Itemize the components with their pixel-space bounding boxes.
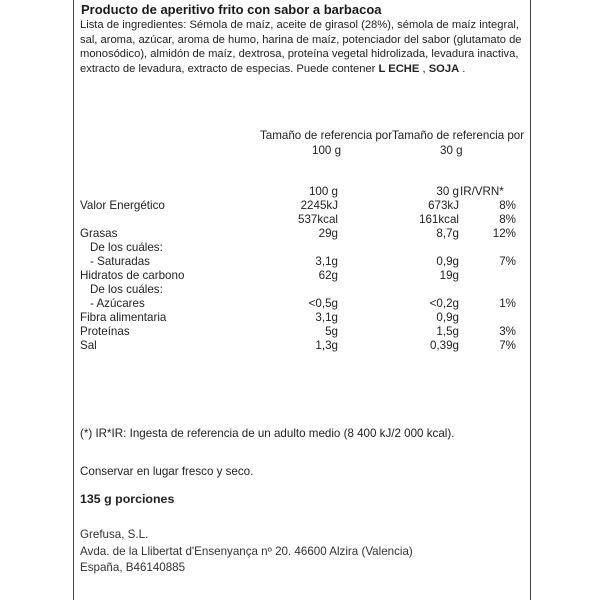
row-label: Sal	[80, 339, 97, 352]
label-sheet	[73, 0, 531, 600]
row-value-30g: 0,9g	[436, 311, 459, 324]
row-value-ir: 7%	[499, 339, 516, 352]
row-value-100g: 537kcal	[298, 213, 338, 226]
storage-instructions: Conservar en lugar fresco y seco.	[80, 465, 254, 478]
row-label: Hidratos de carbono	[80, 269, 185, 282]
col-30g-unit: 30 g	[436, 185, 459, 198]
row-value-100g: 29g	[318, 227, 338, 240]
row-value-100g: 5g	[325, 325, 338, 338]
row-value-30g: 161kcal	[419, 213, 459, 226]
row-value-100g: 1,3g	[315, 339, 338, 352]
footnote: (*) IR*IR: Ingesta de referencia de un adulto medio (8 400 kJ/2 000 kcal).	[80, 427, 455, 440]
row-value-100g: 62g	[318, 269, 338, 282]
row-value-ir: 3%	[499, 325, 516, 338]
allergen-milk: L ECHE	[378, 62, 420, 75]
row-value-100g: 3,1g	[315, 311, 338, 324]
company-address: Avda. de la Llibertat d'Ensenyança nº 20. 46600 Alzira (Valencia)	[80, 545, 413, 558]
row-label: Grasas	[80, 227, 118, 240]
row-value-ir: 7%	[499, 255, 516, 268]
product-title: Producto de aperitivo frito con sabor a barbacoa	[81, 2, 382, 17]
row-value-30g: <0,2g	[429, 297, 459, 310]
row-label: - Azúcares	[90, 297, 145, 310]
row-label: Fibra alimentaria	[80, 311, 167, 324]
row-label: - Saturadas	[90, 255, 150, 268]
ingredients-list	[80, 18, 524, 76]
portions: 135 g porciones	[80, 492, 175, 506]
row-label: De los cuáles:	[90, 283, 163, 296]
allergen-soy: SOJA	[428, 62, 460, 75]
col-ir-header: IR/VRN*	[460, 185, 504, 198]
company-name: Grefusa, S.L.	[80, 528, 149, 541]
row-value-100g: 2245kJ	[300, 199, 338, 212]
col-100g-header-size: 100 g	[312, 144, 342, 157]
col-30g-header: Tamaño de referencia por	[392, 129, 525, 142]
row-value-100g: <0,5g	[308, 297, 338, 310]
row-value-ir: 8%	[499, 199, 516, 212]
row-value-30g: 1,5g	[436, 325, 459, 338]
ingredients-text: Lista de ingredientes: Sémola de maíz, aceite de girasol (28%), sémola de maíz integral, sal, aroma, azúcar, aroma de humo, harina de maíz, potenciador del sabor (glutamato de monosódico), almidón de maíz, dextrosa, proteína vegetal hidrolizada, levadura inactiva, extracto de levadura, extracto de especias. Puede contener	[80, 19, 522, 75]
row-value-30g: 8,7g	[436, 227, 459, 240]
row-value-30g: 0,9g	[436, 255, 459, 268]
row-label: Proteínas	[80, 325, 130, 338]
col-30g-header-size: 30 g	[440, 144, 463, 157]
ingredients-end: .	[462, 62, 466, 75]
row-value-ir: 12%	[492, 227, 516, 240]
row-value-30g: 0,39g	[429, 339, 459, 352]
row-value-30g: 673kJ	[428, 199, 459, 212]
row-value-100g: 3,1g	[315, 255, 338, 268]
col-100g-header: Tamaño de referencia por	[260, 129, 393, 142]
row-value-30g: 19g	[439, 269, 459, 282]
row-label: Valor Energético	[80, 199, 165, 212]
col-100g-unit: 100 g	[308, 185, 338, 198]
row-label: De los cuáles:	[90, 241, 163, 254]
company-country: España, B46140885	[80, 561, 186, 574]
row-value-ir: 8%	[499, 213, 516, 226]
allergen-separator: ,	[422, 62, 426, 75]
row-value-ir: 1%	[499, 297, 516, 310]
